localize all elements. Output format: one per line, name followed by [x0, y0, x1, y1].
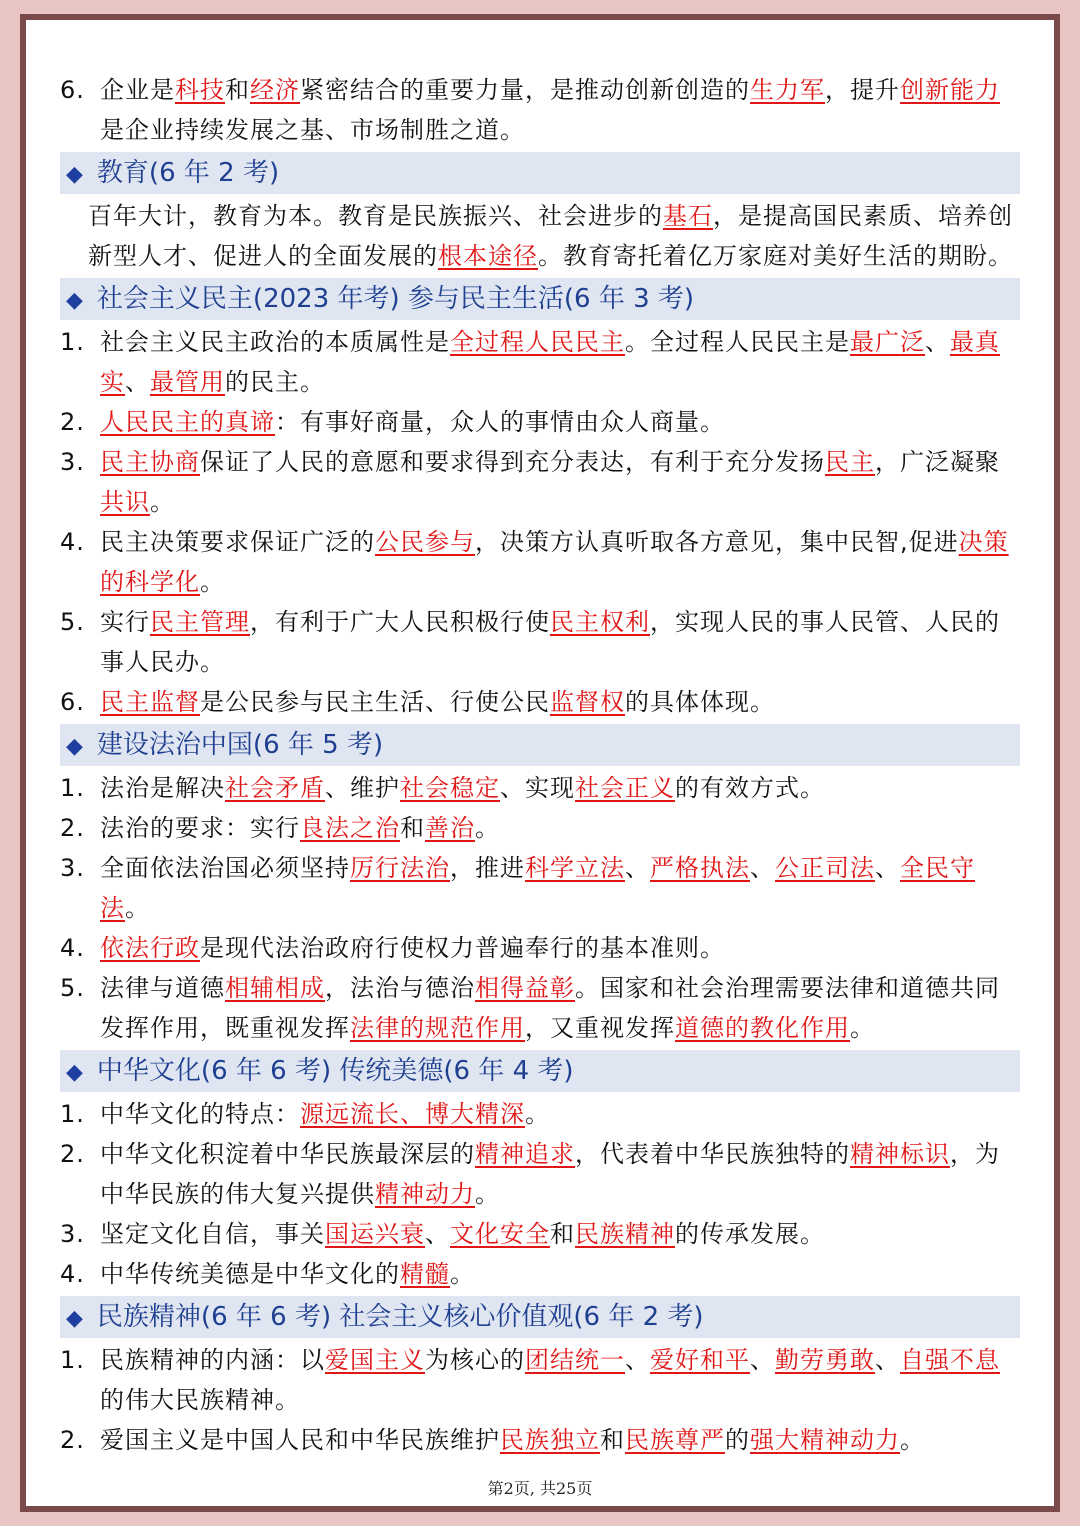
section-heading: [60, 724, 1020, 766]
keyword-highlight: 全过程人民民主: [450, 328, 625, 356]
text-span: ，实现人民的事人民管、人民的事人民办。: [100, 608, 1000, 676]
keyword-highlight: 最真实: [100, 328, 1000, 396]
list-number: 2.: [60, 1140, 85, 1168]
list-item: [60, 848, 1020, 928]
keyword-highlight: 最管用: [150, 368, 225, 396]
diamond-bullet-icon: ◆: [66, 1306, 83, 1331]
list-item: [60, 1340, 1020, 1420]
section-heading: [60, 1296, 1020, 1338]
list-number: 2.: [60, 408, 85, 436]
keyword-highlight: 科技: [175, 76, 225, 104]
list-number: 1.: [60, 1346, 85, 1374]
text-span: 中华文化积淀着中华民族最深层的: [100, 1140, 475, 1168]
keyword-highlight: 严格执法: [650, 854, 750, 882]
list-item: [60, 602, 1020, 682]
text-span: 。: [475, 1180, 500, 1208]
diamond-bullet-icon: ◆: [66, 734, 83, 759]
text-span: 民主决策要求保证广泛的: [100, 528, 375, 556]
list-number: 1.: [60, 328, 85, 356]
text-span: 民族精神的内涵：以: [100, 1346, 325, 1374]
keyword-highlight: 勤劳勇敢: [775, 1346, 875, 1374]
list-number: 4.: [60, 934, 85, 962]
document-page: [20, 14, 1060, 1512]
keyword-highlight: 善治: [425, 814, 475, 842]
list-item: [60, 928, 1020, 968]
keyword-highlight: 社会正义: [575, 774, 675, 802]
text-span: 的有效方式。: [675, 774, 825, 802]
text-span: 的民主。: [225, 368, 325, 396]
section-heading: [60, 278, 1020, 320]
list-number: 2.: [60, 814, 85, 842]
list-item: [60, 1134, 1020, 1214]
list-item: [60, 1094, 1020, 1134]
text-span: 。全过程人民民主是: [625, 328, 850, 356]
section-title: 民族精神(6 年 6 考) 社会主义核心价值观(6 年 2 考): [96, 1302, 704, 1332]
keyword-highlight: 相得益彰: [475, 974, 575, 1002]
keyword-highlight: 团结统一: [525, 1346, 625, 1374]
list-number: 1.: [60, 774, 85, 802]
text-span: 、: [425, 1220, 450, 1248]
keyword-highlight: 生力军: [750, 76, 825, 104]
text-span: 。: [525, 1100, 550, 1128]
keyword-highlight: 民族独立: [500, 1426, 600, 1454]
keyword-highlight: 精神动力: [375, 1180, 475, 1208]
keyword-highlight: 社会稳定: [400, 774, 500, 802]
keyword-highlight: 民族精神: [575, 1220, 675, 1248]
text-span: 企业是: [100, 76, 175, 104]
keyword-highlight: 全民守法: [100, 854, 975, 922]
text-span: 和: [400, 814, 425, 842]
text-span: ，有利于广大人民积极行使: [250, 608, 550, 636]
list-number: 5.: [60, 608, 85, 636]
section-title: 中华文化(6 年 6 考) 传统美德(6 年 4 考): [96, 1056, 574, 1086]
keyword-highlight: 经济: [250, 76, 300, 104]
text-span: ，又重视发挥: [525, 1014, 675, 1042]
text-span: 爱国主义是中国人民和中华民族维护: [100, 1426, 500, 1454]
text-span: 、维护: [325, 774, 400, 802]
keyword-highlight: 人民民主的真谛: [100, 408, 275, 436]
list-number: 6.: [60, 688, 85, 716]
keyword-highlight: 根本途径: [438, 242, 538, 270]
text-span: 保证了人民的意愿和要求得到充分表达，有利于充分发扬: [200, 448, 825, 476]
text-span: ，决策方认真听取各方意见，集中民智,促进: [475, 528, 959, 556]
list-number: 6.: [60, 76, 85, 104]
list-number: 3.: [60, 448, 85, 476]
keyword-highlight: 公民参与: [375, 528, 475, 556]
list-number: 1.: [60, 1100, 85, 1128]
text-span: 法治的要求：实行: [100, 814, 300, 842]
text-span: 百年大计，教育为本。教育是民族振兴、社会进步的: [88, 202, 663, 230]
list-item: [60, 682, 1020, 722]
text-span: 。教育寄托着亿万家庭对美好生活的期盼。: [538, 242, 1013, 270]
text-span: ，推进: [450, 854, 525, 882]
keyword-highlight: 创新能力: [900, 76, 1000, 104]
list-item: [60, 402, 1020, 442]
text-span: 法律与道德: [100, 974, 225, 1002]
keyword-highlight: 基石: [663, 202, 713, 230]
keyword-highlight: 民主协商: [100, 448, 200, 476]
keyword-highlight: 国运兴衰: [325, 1220, 425, 1248]
keyword-highlight: 民主管理: [150, 608, 250, 636]
section-heading: [60, 152, 1020, 194]
keyword-highlight: 相辅相成: [225, 974, 325, 1002]
list-number: 5.: [60, 974, 85, 1002]
list-item: [60, 768, 1020, 808]
text-span: 中华文化的特点：: [100, 1100, 300, 1128]
text-span: 全面依法治国必须坚持: [100, 854, 350, 882]
text-span: 。国家和社会治理需要法律和道德共同发挥作用，既重视发挥: [100, 974, 1000, 1042]
keyword-highlight: 爱国主义: [325, 1346, 425, 1374]
text-span: 的传承发展。: [675, 1220, 825, 1248]
keyword-highlight: 厉行法治: [350, 854, 450, 882]
diamond-bullet-icon: ◆: [66, 1060, 83, 1085]
section-heading: [60, 1050, 1020, 1092]
text-span: 的伟大民族精神。: [100, 1386, 300, 1414]
keyword-highlight: 民主: [825, 448, 875, 476]
text-span: 、: [925, 328, 950, 356]
keyword-highlight: 精神标识: [850, 1140, 950, 1168]
keyword-highlight: 文化安全: [450, 1220, 550, 1248]
list-item: [60, 322, 1020, 402]
section-title: 社会主义民主(2023 年考) 参与民主生活(6 年 3 考): [96, 284, 695, 314]
list-item: [60, 1254, 1020, 1294]
diamond-bullet-icon: ◆: [66, 162, 83, 187]
keyword-highlight: 公正司法: [775, 854, 875, 882]
list-item: [60, 1420, 1020, 1460]
list-item: [60, 968, 1020, 1048]
text-span: ，提升: [825, 76, 900, 104]
text-span: 。: [125, 894, 150, 922]
keyword-highlight: 监督权: [550, 688, 625, 716]
text-span: 、: [750, 854, 775, 882]
text-span: 和: [550, 1220, 575, 1248]
keyword-highlight: 民族尊严: [625, 1426, 725, 1454]
list-number: 3.: [60, 854, 85, 882]
keyword-highlight: 民主监督: [100, 688, 200, 716]
text-span: 和: [225, 76, 250, 104]
text-span: 、: [875, 854, 900, 882]
text-span: ，法治与德治: [325, 974, 475, 1002]
text-span: 。: [900, 1426, 925, 1454]
text-span: 、: [750, 1346, 775, 1374]
paragraph: [60, 196, 1020, 276]
text-span: 是现代法治政府行使权力普遍奉行的基本准则。: [200, 934, 725, 962]
list-number: 4.: [60, 528, 85, 556]
text-span: 、: [125, 368, 150, 396]
text-span: 。: [475, 814, 500, 842]
page-content: [60, 70, 1020, 1460]
list-number: 4.: [60, 1260, 85, 1288]
text-span: 。: [150, 488, 175, 516]
text-span: 、: [625, 1346, 650, 1374]
text-span: 紧密结合的重要力量，是推动创新创造的: [300, 76, 750, 104]
text-span: 的: [725, 1426, 750, 1454]
text-span: 。: [200, 568, 225, 596]
section-title: 建设法治中国(6 年 5 考): [96, 730, 384, 760]
keyword-highlight: 良法之治: [300, 814, 400, 842]
list-item: [60, 808, 1020, 848]
text-span: ，广泛凝聚: [875, 448, 1000, 476]
text-span: 的具体体现。: [625, 688, 775, 716]
text-span: 实行: [100, 608, 150, 636]
keyword-highlight: 道德的教化作用: [675, 1014, 850, 1042]
text-span: 坚定文化自信，事关: [100, 1220, 325, 1248]
text-span: ，是提高国民素质、培养创新型人才、促进人的全面发展的: [88, 202, 1013, 270]
text-span: 社会主义民主政治的本质属性是: [100, 328, 450, 356]
keyword-highlight: 民主权利: [550, 608, 650, 636]
text-span: 中华传统美德是中华文化的: [100, 1260, 400, 1288]
text-span: ，代表着中华民族独特的: [575, 1140, 850, 1168]
text-span: ，为中华民族的伟大复兴提供: [100, 1140, 1000, 1208]
text-span: 是公民参与民主生活、行使公民: [200, 688, 550, 716]
keyword-highlight: 爱好和平: [650, 1346, 750, 1374]
page-footer: 第2页, 共25页: [487, 1479, 593, 1498]
list-item: [60, 522, 1020, 602]
list-number: 2.: [60, 1426, 85, 1454]
text-span: 为核心的: [425, 1346, 525, 1374]
list-item: [60, 1214, 1020, 1254]
text-span: 。: [850, 1014, 875, 1042]
text-span: 法治是解决: [100, 774, 225, 802]
text-span: 和: [600, 1426, 625, 1454]
text-span: 、: [875, 1346, 900, 1374]
keyword-highlight: 精髓: [400, 1260, 450, 1288]
keyword-highlight: 社会矛盾: [225, 774, 325, 802]
keyword-highlight: 科学立法: [525, 854, 625, 882]
keyword-highlight: 最广泛: [850, 328, 925, 356]
keyword-highlight: 决策的科学化: [100, 528, 1009, 596]
keyword-highlight: 精神追求: [475, 1140, 575, 1168]
text-span: ：有事好商量，众人的事情由众人商量。: [275, 408, 725, 436]
section-title: 教育(6 年 2 考): [96, 158, 280, 188]
list-item: [60, 70, 1020, 150]
keyword-highlight: 依法行政: [100, 934, 200, 962]
text-span: 、实现: [500, 774, 575, 802]
diamond-bullet-icon: ◆: [66, 288, 83, 313]
text-span: 、: [625, 854, 650, 882]
keyword-highlight: 强大精神动力: [750, 1426, 900, 1454]
keyword-highlight: 自强不息: [900, 1346, 1000, 1374]
keyword-highlight: 源远流长、博大精深: [300, 1100, 525, 1128]
text-span: 。: [450, 1260, 475, 1288]
text-span: 是企业持续发展之基、市场制胜之道。: [100, 116, 525, 144]
list-number: 3.: [60, 1220, 85, 1248]
list-item: [60, 442, 1020, 522]
keyword-highlight: 法律的规范作用: [350, 1014, 525, 1042]
keyword-highlight: 共识: [100, 488, 150, 516]
